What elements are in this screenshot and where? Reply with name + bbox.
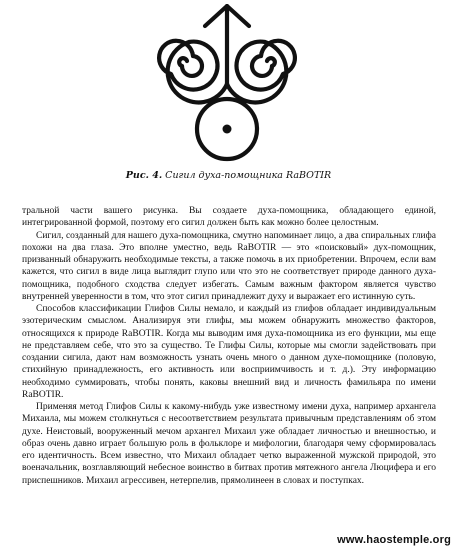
rabotir-sigil-icon [147, 4, 307, 170]
paragraph: Применяя метод Глифов Силы к какому-нибудь уже известному имени духа, например архангела Михаила, мы можем столкнуться с несоответствием результата привычным представлениям об этом духе. Неистовый, вооруженный мечом архангел Михаил уже обладает личностью и внешностью, и образ очень давно играет большую роль в фольклоре и мифологии, благодаря чему сформировалась его идентичность. Всем известно, что Михаил обладает четко выраженной мужской природой, это военачальник, возглавляющий небесное воинство в битвах против мятежного ангела Люцифера и его приспешников. Михаил агрессивен, нетерпелив, прямолинеен в словах и поступках. [22, 402, 436, 486]
watermark: www.haostemple.org [337, 534, 451, 546]
sigil-right-spiral [227, 41, 295, 103]
sigil-center-dot [223, 125, 232, 134]
paragraph: Способов классификации Глифов Силы немало, и каждый из глифов обладает индивидуальным эзотерическим смыслом. Анализируя эти глифы, мы можем обнаружить множество факторов, относящихся к природе RaBOTIR. Когда мы выводим имя духа-помощника из его функции, мы еще не представляем себе, что это за существо. Те Глифы Силы, которые мы смогли задействовать при создании сигила, дают нам возможность узнать очень много о данном духе-помощнике (половую, стихийную принадлежность, его активность или восприимчивость и т. д.). Эту информацию необходимо суммировать, чтобы понять, каковы внешний вид и личность фамильяра по имени RaBOTIR. [22, 304, 436, 400]
paragraph: тральной части вашего рисунка. Вы создаете духа-помощника, обладающего единой, интегрированной формой, поэтому его сигил должен быть как можно более целостным. [22, 206, 436, 229]
caption-text: Сигил духа-помощника RaBOTIR [165, 170, 332, 181]
figure-caption [0, 170, 457, 182]
paragraph: Сигил, созданный для нашего духа-помощника, смутно напоминает лицо, а два спиральных глифа похожи на два глаза. Это вполне уместно, ведь RaBOTIR — это «поисковый» дух-помощник, призванный обнаружить необходимые тексты, а также помочь в их приобретении. Впрочем, если вам кажется, что сигил в виде лица выглядит глупо или что это не соответствует природе данного духа-помощника, подобного сходства следует избегать. Самым важным фактором является чувство внутренней уверенности в том, что этот сигил принадлежит духу и выражает его истинную суть. [22, 230, 436, 302]
caption-label: Рис. 4. [125, 170, 163, 181]
body-text [22, 205, 436, 487]
sigil-figure [0, 0, 457, 172]
sigil-left-spiral [159, 41, 227, 103]
